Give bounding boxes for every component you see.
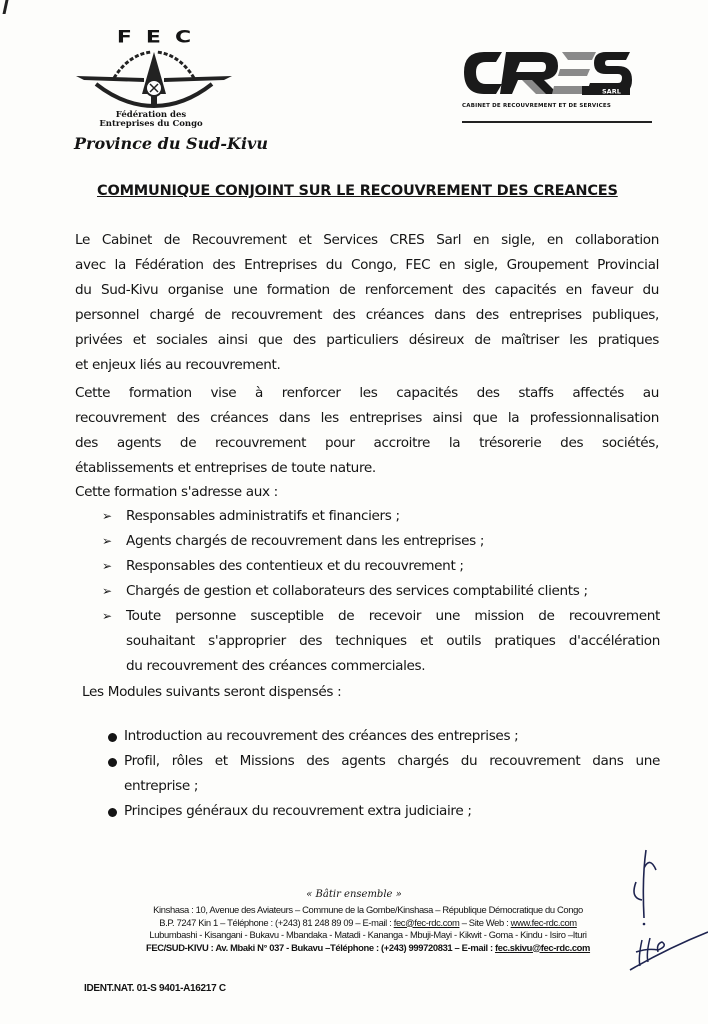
arrow-bullet-icon: ➢ [102,609,112,623]
list-item: ➢ Agents chargés de recouvrement dans les entreprises ; [100,529,660,554]
fec-acronym: FEC [116,28,206,47]
list-item: ➢ Responsables des contentieux et du recouvrement ; [100,554,660,579]
arrow-bullet-icon: ➢ [102,559,112,573]
svg-text:SARL: SARL [602,87,621,96]
footer-email-link[interactable]: fec@fec-rdc.com [393,916,460,928]
modules-list [106,724,660,824]
bullet-dot-icon [108,808,117,817]
footer-contact-line: B.P. 7247 Kin 1 – Téléphone : (+243) 81 248 89 09 – E-mail : fec@fec-rdc.com – Site Web : www.fec-rdc.com [159,916,577,928]
fec-emblem-icon [74,48,234,112]
paragraph-objective: Cette formation vise à renforcer les capacités des staffs affectés au recouvrement des créances dans les entreprises ainsi que la professionnalisation des agents de recouvrement pour accroitre la trésorerie des sociétés, établissements et entreprises de toute nature. [75,385,659,476]
cres-wordmark-icon [462,50,632,104]
footer-sud-kivu-contact: FEC/SUD-KIVU : Av. Mbaki N° 037 - Bukavu –Téléphone : (+243) 999720831 – E-mail : fec.skivu@fec-rdc.com [145,941,591,953]
footer-contact [118,904,618,954]
arrow-bullet-icon: ➢ [102,584,112,598]
signature-icon [628,848,708,973]
fec-province: Province du Sud-Kivu [74,134,268,153]
list-item: ➢ Responsables administratifs et financiers ; [100,504,660,529]
list-item: ➢ Toute personne susceptible de recevoir une mission de recouvrement souhaitant s'approprier des techniques et outils pratiques d'accélération du recouvrement des créances commerciales. [100,604,660,679]
document-title: COMMUNIQUE CONJOINT SUR LE RECOUVREMENT DES CREANCES [97,183,618,199]
audience-list [100,504,660,679]
footer-motto: « Bâtir ensemble » [306,889,402,900]
footer-website-link[interactable]: www.fec-rdc.com [510,916,577,928]
bullet-dot-icon [108,758,117,767]
list-item: ➢ Chargés de gestion et collaborateurs des services comptabilité clients ; [100,579,660,604]
ident-nat: IDENT.NAT. 01-S 9401-A16217 C [84,983,226,994]
modules-lead: Les Modules suivants seront dispensés : [82,684,342,700]
list-item: Introduction au recouvrement des créances des entreprises ; [106,724,660,749]
arrow-bullet-icon: ➢ [102,509,112,523]
cres-subtitle: CABINET DE RECOUVREMENT ET DE SERVICES [462,103,611,109]
audience-lead: Cette formation s'adresse aux : [75,484,278,500]
arrow-bullet-icon: ➢ [102,534,112,548]
footer-cities: Lubumbashi - Kisangani - Bukavu - Mbandaka - Matadi - Kananga - Mbuji-Mayi - Kikwit - Goma - Kindu - Isiro –Ituri [149,929,587,940]
paragraph-intro: Le Cabinet de Recouvrement et Services CRES Sarl en sigle, en collaboration avec la Fédération des Entreprises du Congo, FEC en sigle, Groupement Provincial du Sud-Kivu organise une formation de renforcement des capacités en faveur du personnel chargé de recouvrement des créances dans des entreprises publiques, privées et sociales ainsi que des particuliers désireux de maîtriser les pratiques et enjeux liés au recouvrement. [75,232,659,373]
bullet-dot-icon [108,733,117,742]
footer-skivu-email-link[interactable]: fec.skivu@fec-rdc.com [494,941,591,953]
scan-mark [3,0,9,14]
list-item: Profil, rôles et Missions des agents chargés du recouvrement dans une entreprise ; [106,749,660,799]
list-item: Principes généraux du recouvrement extra judiciaire ; [106,799,660,824]
cres-divider [462,121,652,123]
fec-full-name: Fédération des Entreprises du Congo [99,110,203,129]
footer-address: Kinshasa : 10, Avenue des Aviateurs – Commune de la Gombe/Kinshasa – République Démocratique du Congo [153,904,583,915]
